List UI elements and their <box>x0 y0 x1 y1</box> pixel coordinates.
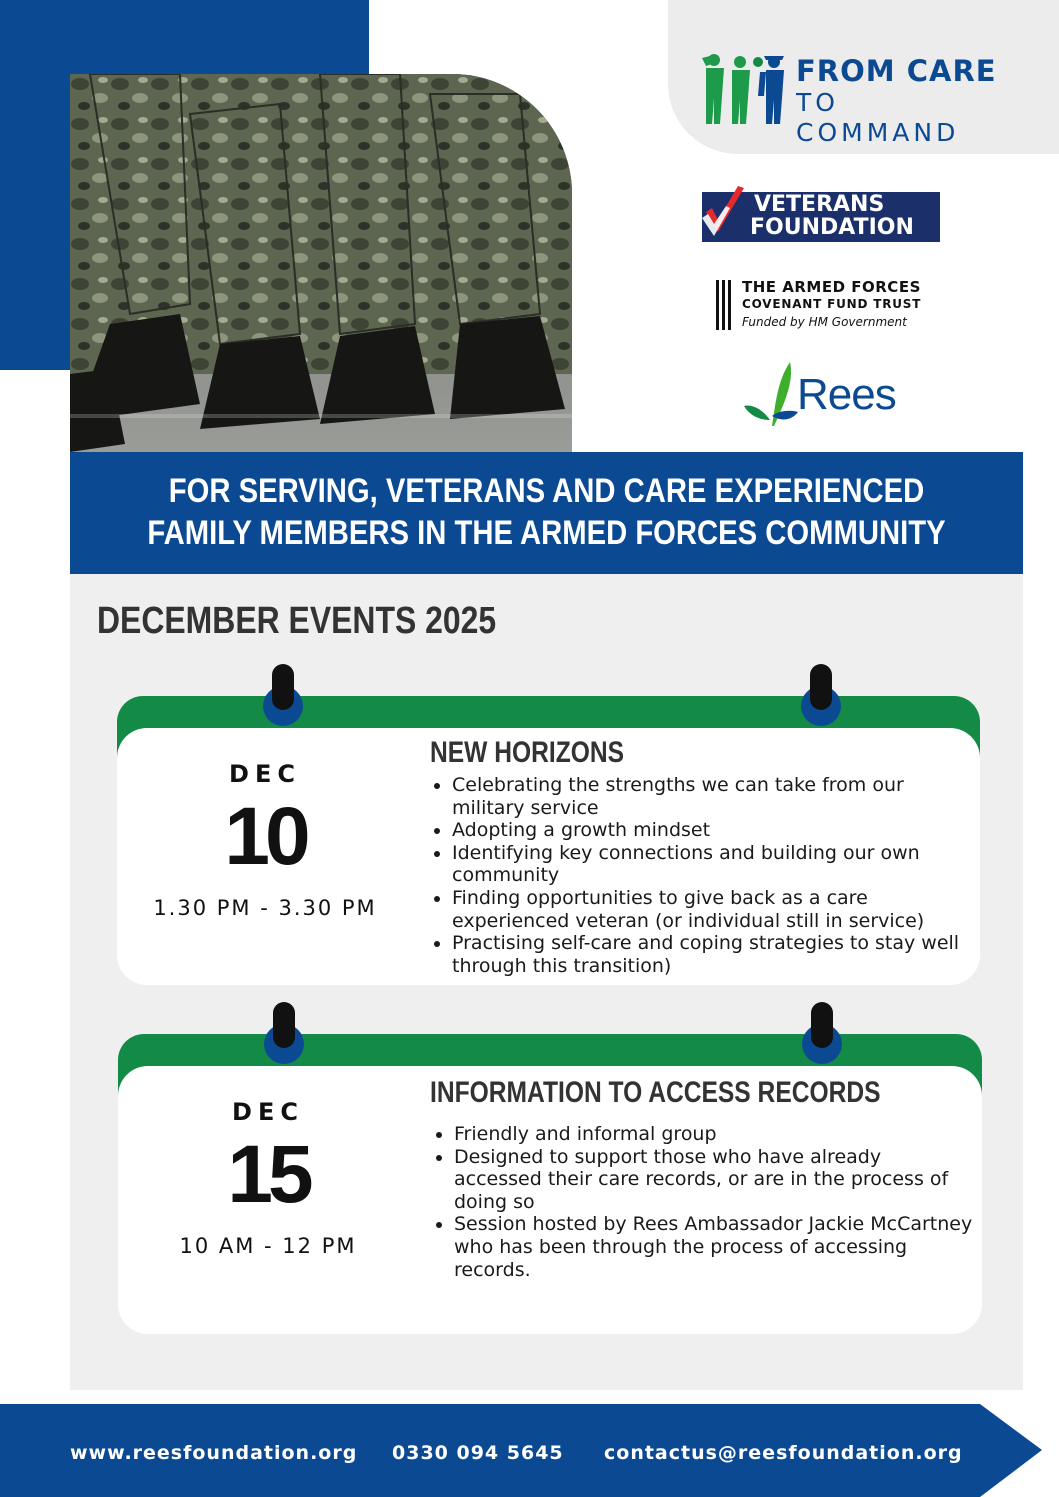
banner-line-1: FOR SERVING, VETERANS AND CARE EXPERIENCED <box>168 472 925 510</box>
foundation-word: FOUNDATION <box>750 215 914 240</box>
armed-forces-covenant-logo <box>716 278 946 334</box>
afc-line-1: THE ARMED FORCES <box>742 278 921 296</box>
soldier-silhouettes-icon <box>700 52 790 128</box>
event-month: DEC <box>232 1098 304 1126</box>
event-bullets-1 <box>430 774 972 977</box>
audience-banner <box>70 452 1023 574</box>
calendar-pin-icon <box>810 664 832 710</box>
from-care-line: FROM CARE <box>796 54 997 88</box>
to-command-line: TO COMMAND <box>796 88 960 147</box>
calendar-pin-icon <box>811 1002 833 1048</box>
rees-logo <box>742 360 912 430</box>
list-item: • Finding opportunities to give back as a care experienced veteran (or individual still in service) <box>452 887 972 932</box>
event-title-2: INFORMATION TO ACCESS RECORDS <box>430 1076 881 1109</box>
events-title: DECEMBER EVENTS 2025 <box>97 600 497 642</box>
bars-icon <box>716 280 736 330</box>
event-day: 15 <box>227 1129 309 1220</box>
afc-line-2: COVENANT FUND TRUST <box>742 297 922 311</box>
event-time: 1.30 PM - 3.30 PM <box>153 896 377 920</box>
event-day: 10 <box>224 791 306 882</box>
banner-line-2: FAMILY MEMBERS IN THE ARMED FORCES COMMUNITY <box>147 514 946 552</box>
soldiers-photo <box>70 74 572 452</box>
phone-number[interactable]: 0330 094 5645 <box>392 1442 564 1464</box>
rees-word: Rees <box>797 370 896 419</box>
list-item: • Identifying key connections and building our own community <box>452 842 972 887</box>
event-month: DEC <box>229 760 301 788</box>
event-time: 10 AM - 12 PM <box>179 1234 357 1258</box>
list-item: • Practising self-care and coping strategies to stay well through this transition) <box>452 932 972 977</box>
list-item: • Friendly and informal group <box>454 1123 974 1146</box>
email-link[interactable]: contactus@reesfoundation.org <box>604 1442 963 1464</box>
event-date-2 <box>143 1098 393 1258</box>
event-bullets-2 <box>432 1123 974 1281</box>
veterans-word: VETERANS <box>754 192 885 217</box>
list-item: • Designed to support those who have already accessed their care records, or are in the process of doing so <box>454 1146 974 1214</box>
afc-line-3: Funded by HM Government <box>742 315 907 329</box>
calendar-pin-icon <box>272 664 294 710</box>
from-care-to-command-logo <box>700 52 1000 147</box>
event-title-1: NEW HORIZONS <box>430 736 625 769</box>
calendar-pin-icon <box>273 1002 295 1048</box>
event-date-1 <box>140 760 390 920</box>
list-item: • Session hosted by Rees Ambassador Jackie McCartney who has been through the process of accessing records. <box>454 1213 974 1281</box>
list-item: • Celebrating the strengths we can take from our military service <box>452 774 972 819</box>
ticks-icon <box>700 182 754 242</box>
leaf-icon <box>742 360 802 430</box>
website-link[interactable]: www.reesfoundation.org <box>70 1442 358 1464</box>
veterans-foundation-logo <box>702 188 940 243</box>
list-item: • Adopting a growth mindset <box>452 819 972 842</box>
